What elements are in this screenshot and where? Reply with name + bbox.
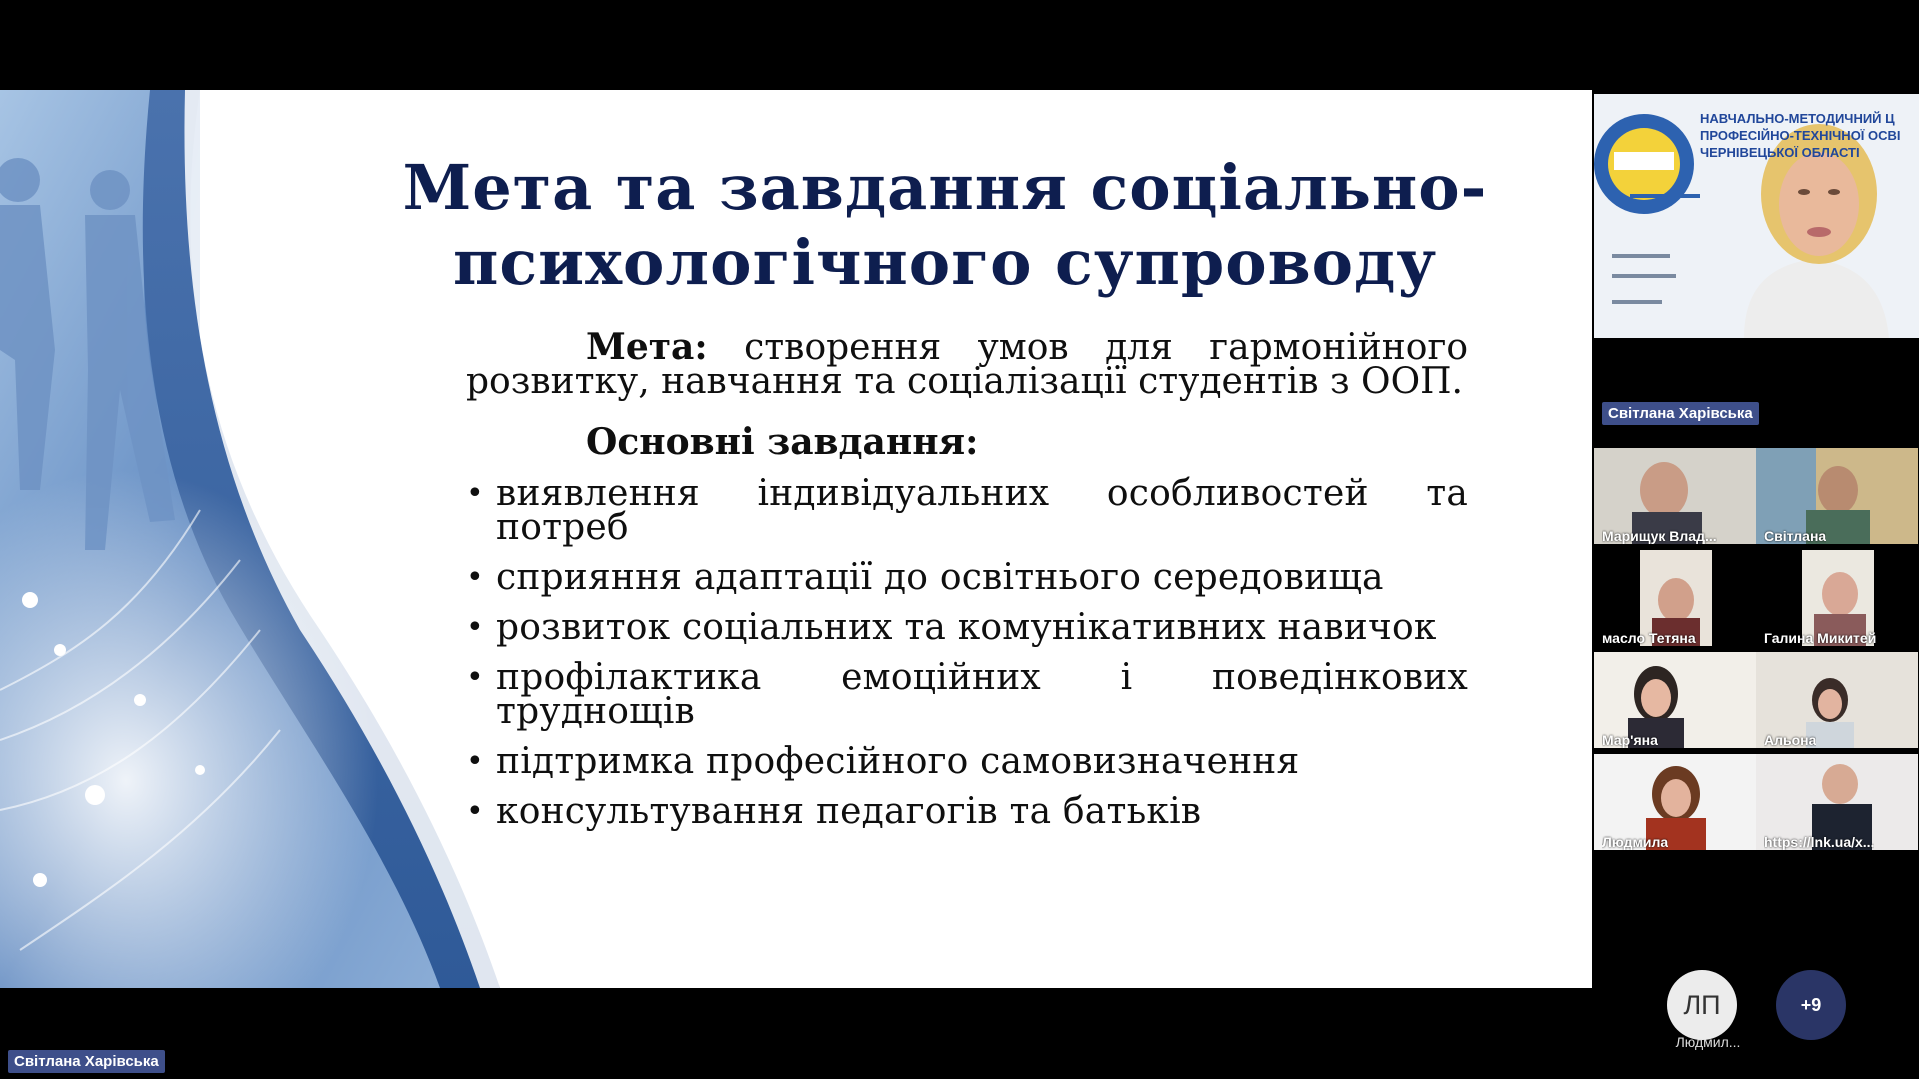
participant-name: https://lnk.ua/x...: [1764, 834, 1875, 850]
participant-name: Людмила: [1602, 834, 1669, 850]
slide-body: [466, 326, 1468, 845]
participant-tile[interactable]: [1756, 550, 1918, 646]
participant-name: Альона: [1764, 732, 1817, 748]
goal-label: Мета:: [586, 326, 708, 368]
participant-tile[interactable]: [1594, 448, 1756, 544]
participant-tile[interactable]: [1756, 652, 1918, 748]
goal-text: створення умов для гармонійного розвитку, навчання та соціалізації студентів з ООП.: [466, 327, 1468, 402]
task-item: • консультування педагогів та батьків: [466, 795, 1468, 829]
more-participants-button[interactable]: +9: [1776, 970, 1846, 1040]
participant-tile[interactable]: [1594, 550, 1756, 646]
slide-title: [380, 150, 1510, 300]
participant-tile[interactable]: [1756, 754, 1918, 850]
task-item: • виявлення індивідуальних особливостей та потреб: [466, 477, 1468, 545]
shared-slide: [0, 90, 1592, 988]
participant-tile[interactable]: [1594, 652, 1756, 748]
participant-name: масло Тетяна: [1602, 630, 1696, 646]
participant-name: Марищук Влад...: [1602, 528, 1717, 544]
goal-paragraph: [466, 326, 1468, 402]
speaker-name-tag: Світлана Харівська: [1602, 402, 1759, 425]
slide-title-line-1: Мета та завдання соціально-: [402, 151, 1488, 224]
tasks-list: [466, 473, 1468, 832]
participant-name: Мар'яна: [1602, 732, 1658, 748]
task-item: • підтримка професійного самовизначення: [466, 745, 1468, 779]
task-item: • сприяння адаптації до освітнього середовища: [466, 561, 1468, 595]
participant-name: Галина Микитей: [1764, 630, 1877, 646]
task-item: • профілактика емоційних і поведінкових труднощів: [466, 661, 1468, 729]
participant-name: Світлана: [1764, 528, 1827, 544]
participant-tile[interactable]: [1756, 448, 1918, 544]
participant-tile[interactable]: [1594, 754, 1756, 850]
participant-avatar[interactable]: ЛП: [1667, 970, 1737, 1040]
tasks-heading: Основні завдання:: [586, 421, 979, 463]
participants-sidebar: [1592, 90, 1919, 1079]
task-item: • розвиток соціальних та комунікативних навичок: [466, 611, 1468, 645]
speaker-video[interactable]: [1594, 94, 1919, 338]
avatar-caption: Людмил...: [1675, 1034, 1741, 1050]
slide-title-line-2: психологічного супроводу: [452, 226, 1438, 299]
presenter-name-tag: Світлана Харівська: [8, 1050, 165, 1073]
speaker-background-text: НАВЧАЛЬНО-МЕТОДИЧНИЙ Ц ПРОФЕСІЙНО-ТЕХНІЧНОЇ ОСВІ ЧЕРНІВЕЦЬКОЇ ОБЛАСТІ: [1700, 111, 1901, 160]
